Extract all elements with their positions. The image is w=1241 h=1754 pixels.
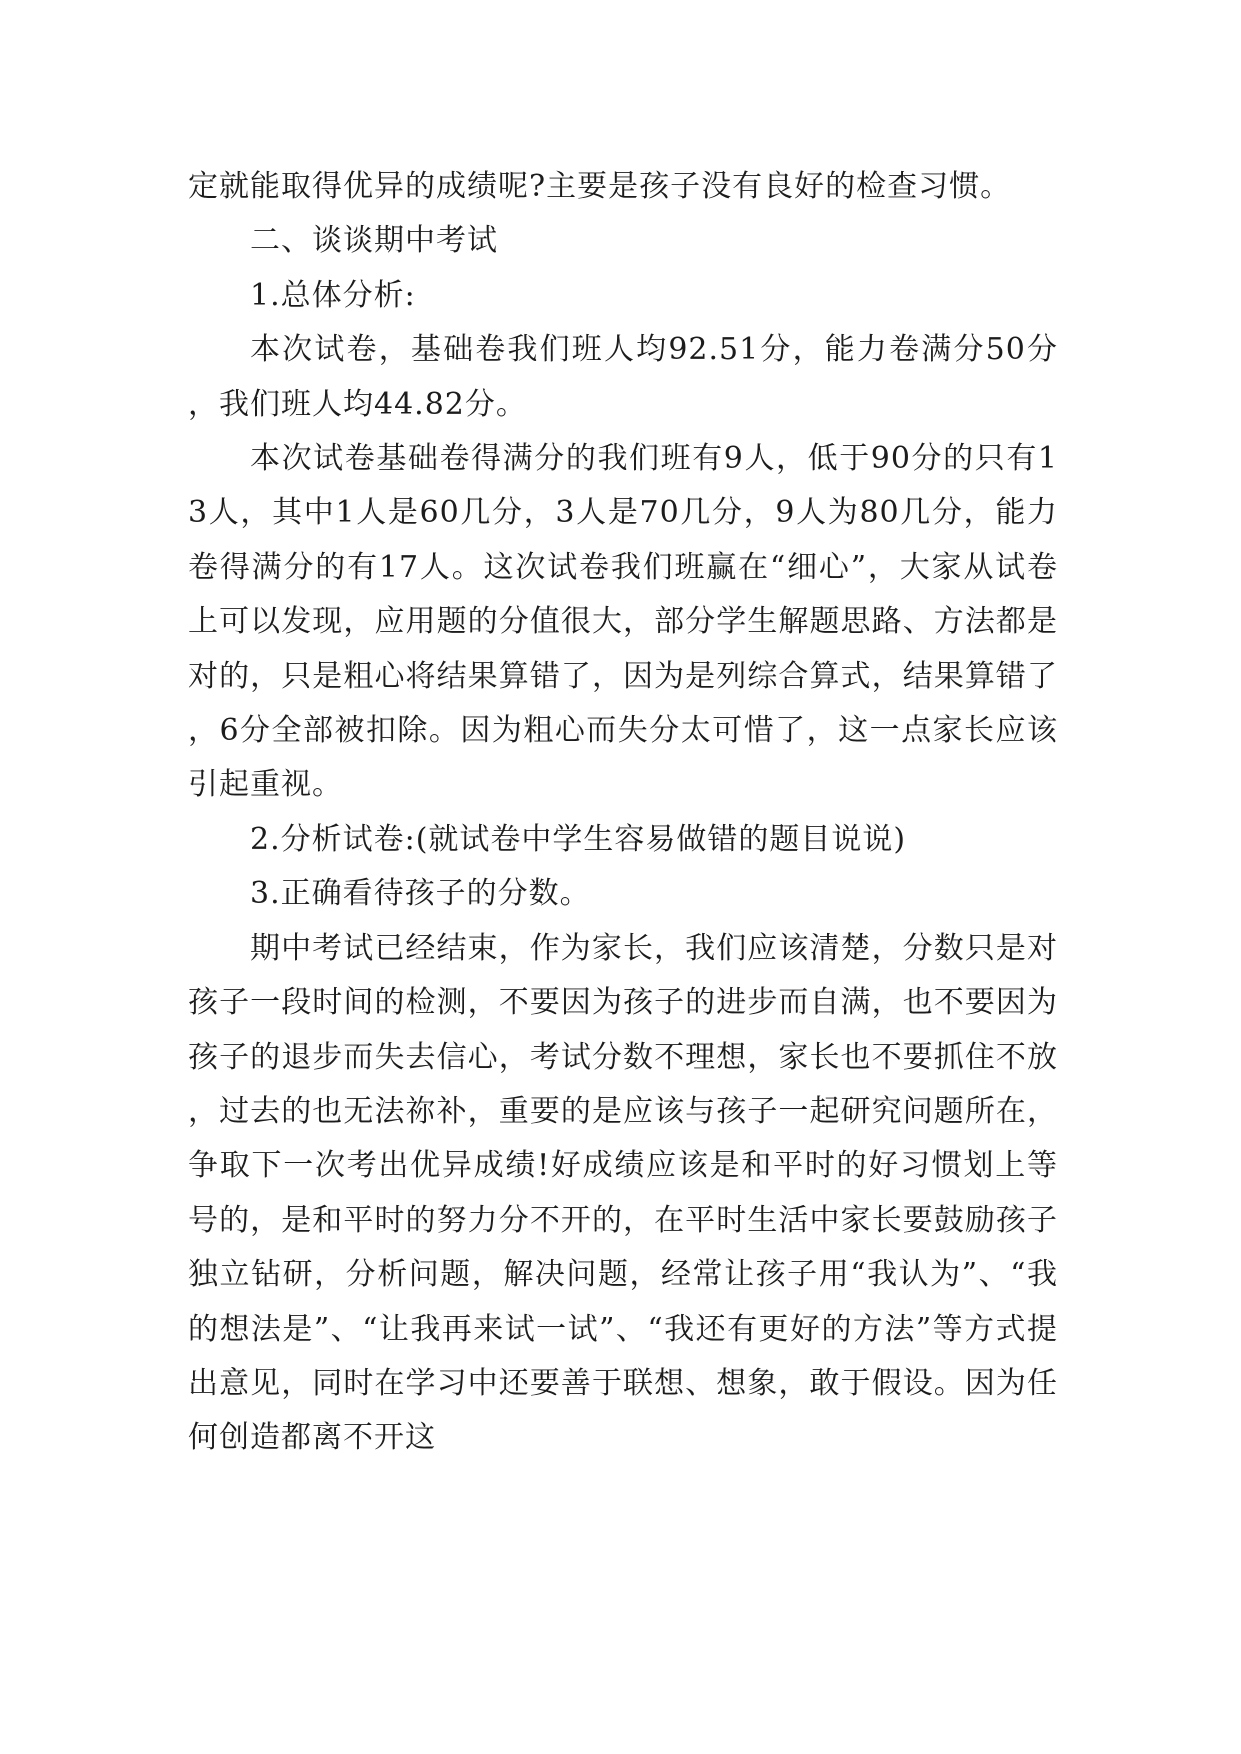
subheading-paper-analysis: 2.分析试卷:(就试卷中学生容易做错的题目说说) [250, 821, 907, 857]
subheading-view-scores: 3.正确看待孩子的分数。 [250, 876, 591, 912]
document-body [188, 160, 1058, 1466]
paragraph-score-distribution: 本次试卷基础卷得满分的我们班有9人，低于90分的只有13人，其中1人是60几分，3人是70几分，9人为80几分，能力卷得满分的有17人。这次试卷我们班赢在“细心”，大家从试卷上可以发现，应用题的分值很大，部分学生解题思路、方法都是对的，只是粗心将结果算错了，因为是列综合算式，结果算错了，6分全部被扣除。因为粗心而失分太可惜了，这一点家长应该引起重视。 [188, 441, 1058, 803]
section-heading: 二、谈谈期中考试 [250, 223, 498, 259]
subheading-overall-analysis: 1.总体分析: [250, 277, 416, 313]
paragraph-continuation: 定就能取得优异的成绩呢?主要是孩子没有良好的检查习惯。 [188, 169, 1012, 204]
paragraph-average-scores: 本次试卷，基础卷我们班人均92.51分，能力卷满分50分，我们班人均44.82分。 [188, 332, 1058, 422]
paragraph-parent-advice: 期中考试已经结束，作为家长，我们应该清楚，分数只是对孩子一段时间的检测，不要因为孩子的进步而自满，也不要因为孩子的退步而失去信心，考试分数不理想，家长也不要抓住不放，过去的也无法祢补，重要的是应该与孩子一起研究问题所在，争取下一次考出优异成绩!好成绩应该是和平时的好习惯划上等号的，是和平时的努力分不开的，在平时生活中家长要鼓励孩子独立钻研，分析问题，解决问题，经常让孩子用“我认为”、“我的想法是”、“让我再来试一试”、“我还有更好的方法”等方式提出意见，同时在学习中还要善于联想、想象，敢于假设。因为任何创造都离不开这 [188, 930, 1058, 1456]
